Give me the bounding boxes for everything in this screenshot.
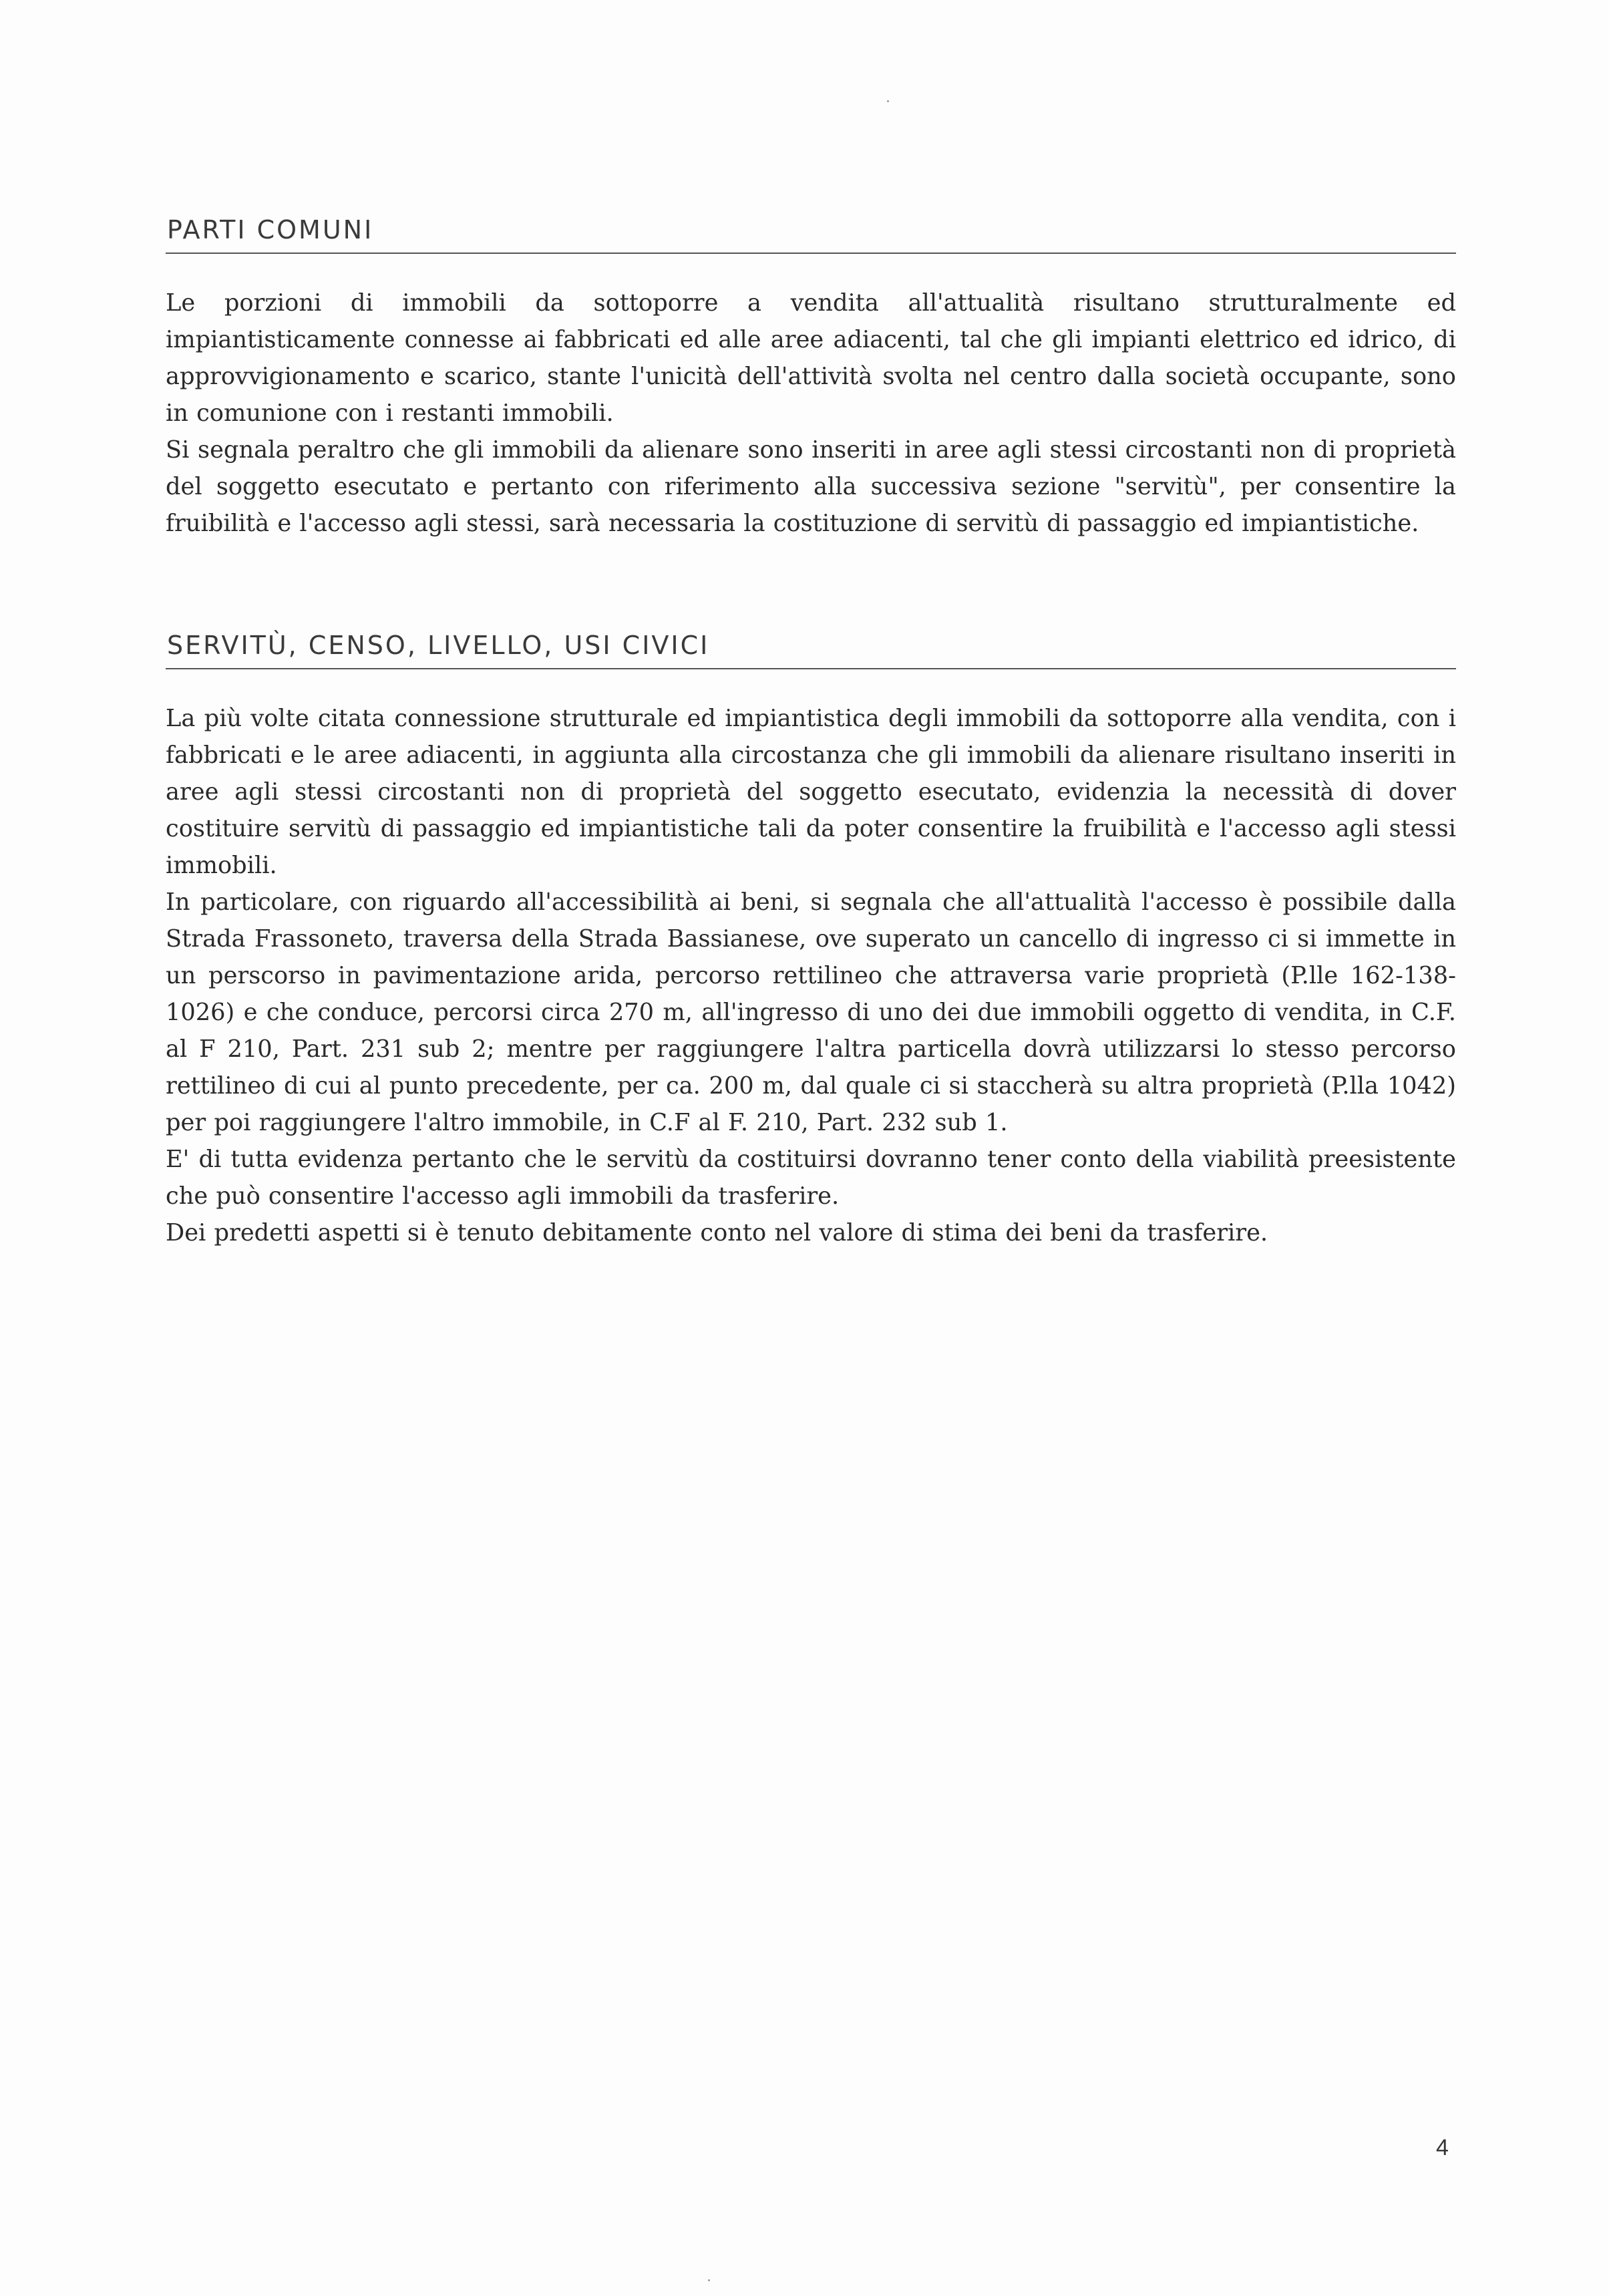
paragraph: La più volte citata connessione strutturale ed impiantistica degli immobili da sottoporre alla vendita, con i fabbricati e le aree adiacenti, in aggiunta alla circostanza che gli immobili da alienare risultano inseriti in aree agli stessi circostanti non di proprietà del soggetto esecutato, evidenzia la necessità di dover costituire servitù di passaggio ed impiantistiche tali da poter consentire la fruibilità e l'accesso agli stessi immobili. bbox=[166, 705, 1456, 879]
section-heading: SERVITÙ, CENSO, LIVELLO, USI CIVICI bbox=[167, 631, 710, 660]
paragraph: Si segnala peraltro che gli immobili da alienare sono inseriti in aree agli stessi circostanti non di proprietà del soggetto esecutato e pertanto con riferimento alla successiva sezione "servitù", per consentire la fruibilità e l'accesso agli stessi, sarà necessaria la costituzione di servitù di passaggio ed impiantistiche. bbox=[166, 436, 1456, 537]
paragraph: Dei predetti aspetti si è tenuto debitamente conto nel valore di stima dei beni da trasferire. bbox=[166, 1219, 1268, 1247]
scan-speck bbox=[887, 100, 889, 102]
heading-rule bbox=[166, 668, 1456, 669]
section-heading: PARTI COMUNI bbox=[167, 215, 374, 244]
section-parti-comuni bbox=[166, 212, 1456, 542]
paragraph: E' di tutta evidenza pertanto che le servitù da costituirsi dovranno tener conto della viabilità preesistente che può consentire l'accesso agli immobili da trasferire. bbox=[166, 1146, 1456, 1210]
paragraph: Le porzioni di immobili da sottoporre a vendita all'attualità risultano strutturalmente ed impiantisticamente connesse ai fabbricati ed alle aree adiacenti, tal che gli impianti elettrico ed idrico, di approvvigionamento e scarico, stante l'unicità dell'attività svolta nel centro dalla società occupante, sono in comunione con i restanti immobili. bbox=[166, 289, 1456, 427]
paragraph: In particolare, con riguardo all'accessibilità ai beni, si segnala che all'attualità l'accesso è possibile dalla Strada Frassoneto, traversa della Strada Bassianese, ove superato un cancello di ingresso ci si immette in un perscorso in pavimentazione arida, percorso rettilineo che attraversa varie proprietà (P.lle 162-138-1026) e che conduce, percorsi circa 270 m, all'ingresso di uno dei due immobili oggetto di vendita, in C.F. al F 210, Part. 231 sub 2; mentre per raggiungere l'altra particella dovrà utilizzarsi lo stesso percorso rettilineo di cui al punto precedente, per ca. 200 m, dal quale ci si staccherà su altra proprietà (P.lla 1042) per poi raggiungere l'altro immobile, in C.F al F. 210, Part. 232 sub 1. bbox=[166, 888, 1456, 1136]
scan-speck bbox=[708, 2279, 710, 2281]
page-number: 4 bbox=[1436, 2135, 1449, 2160]
heading-rule bbox=[166, 253, 1456, 254]
section-servitu bbox=[166, 628, 1456, 1251]
